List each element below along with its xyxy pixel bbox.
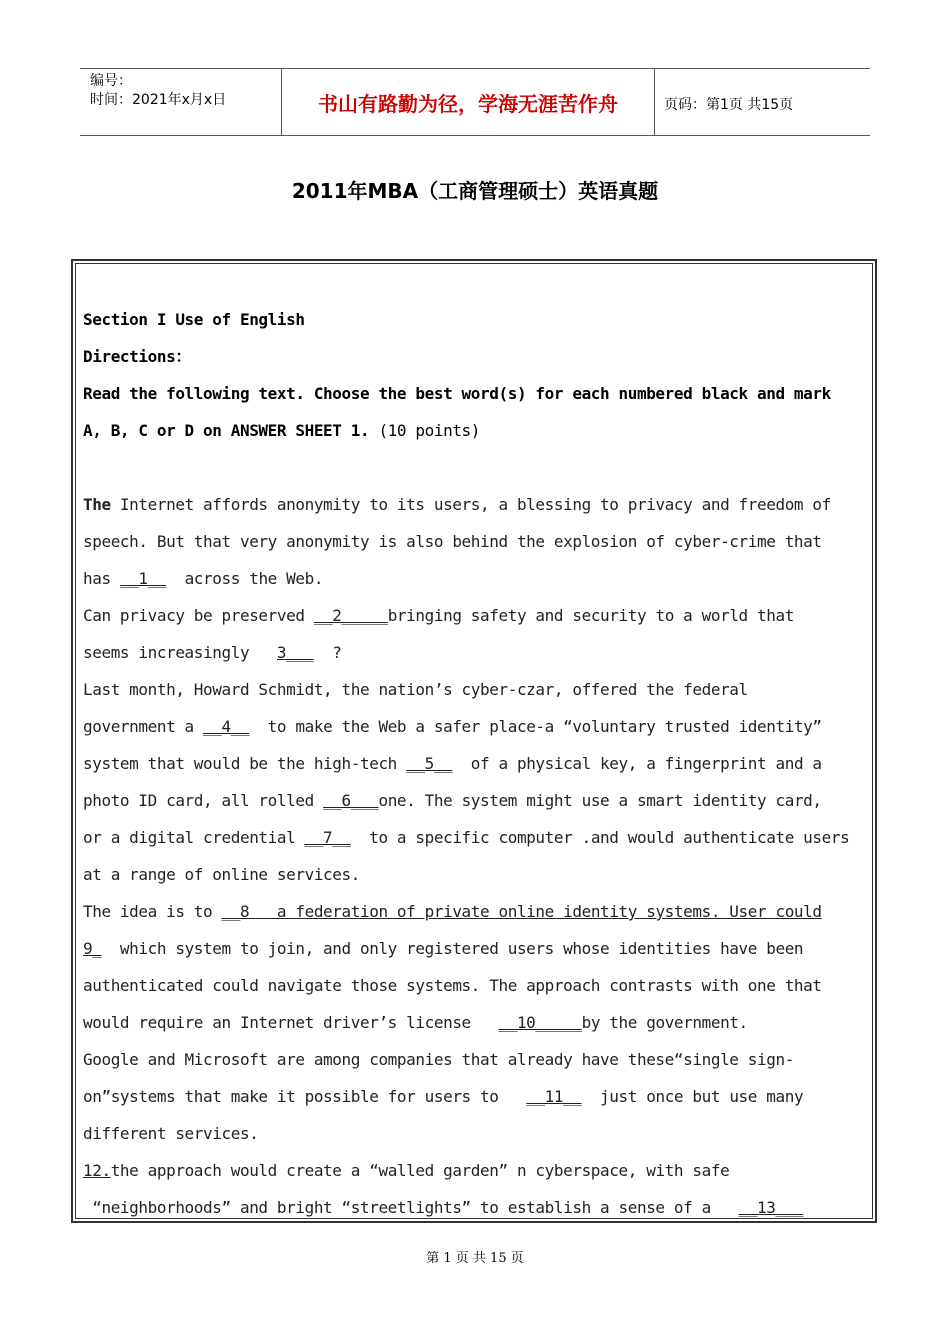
document-title: 2011年MBA（工商管理硕士）英语真题 [291, 179, 659, 203]
passage-text: across the Web. [166, 569, 324, 588]
passage-line [83, 565, 883, 602]
blank-10: __10_____ [498, 1013, 582, 1032]
passage-text: just once but use many [581, 1087, 804, 1106]
passage-line [83, 1157, 883, 1194]
passage-text: to a specific computer .and would authenticate users [350, 828, 850, 847]
passage-line [83, 491, 883, 528]
passage-text: one. The system might use a smart identity card, [378, 791, 822, 810]
blank-3: 3___ [276, 643, 314, 662]
passage-text: the approach would create a “walled garden” n cyberspace, with safe [110, 1161, 730, 1180]
passage-text: Can privacy be preserved [83, 606, 314, 625]
passage-line [83, 639, 883, 676]
directions-text-2: A, B, C or D on ANSWER SHEET 1. [83, 421, 370, 440]
passage-text: “neighborhoods” and bright “streetlights” to establish a sense of a [83, 1198, 739, 1217]
passage-line: Google and Microsoft are among companies that already have these“single sign- [83, 1050, 794, 1069]
passage-text: which system to join, and only registered users whose identities have been [101, 939, 804, 958]
passage-text: Internet affords anonymity to its users, a blessing to privacy and freedom of [110, 495, 831, 514]
passage-text: seems increasingly [83, 643, 277, 662]
passage-text: or a digital credential [83, 828, 305, 847]
header-page-info: 页码：第1页 共15页 [664, 97, 794, 113]
serial-label: 编号： [90, 73, 132, 89]
passage-line: speech. But that very anonymity is also behind the explosion of cyber-crime that [83, 532, 822, 551]
passage-line: different services. [83, 1124, 259, 1143]
passage-text: has [83, 569, 120, 588]
blank-11: __11__ [526, 1087, 582, 1106]
directions-line-2 [83, 417, 883, 454]
passage-text: bringing safety and security to a world that [387, 606, 794, 625]
passage-text: system that would be the high-tech [83, 754, 407, 773]
directions-line-1: Read the following text. Choose the best word(s) for each numbered black and mark [83, 384, 831, 403]
passage-line [83, 824, 883, 861]
passage-line [83, 1083, 883, 1120]
first-word: The [83, 495, 111, 514]
passage-line [83, 935, 883, 972]
blank-5: __5__ [406, 754, 453, 773]
header-motto: 书山有路勤为径，学海无涯苦作舟 [318, 91, 618, 116]
passage-text: by the government. [581, 1013, 748, 1032]
points-text: (10 points) [369, 421, 481, 440]
blank-13: __13___ [738, 1198, 804, 1217]
passage-line [83, 602, 883, 639]
passage-line [83, 750, 883, 787]
passage-line [83, 898, 883, 935]
passage-text: to make the Web a safer place-a “voluntary trusted identity” [249, 717, 822, 736]
directions-label: Directions： [83, 347, 191, 366]
blank-9: 9_ [83, 939, 102, 958]
passage-line [83, 787, 883, 824]
header-divider-2 [654, 68, 655, 136]
passage-line: Last month, Howard Schmidt, the nation’s cyber-czar, offered the federal [83, 680, 748, 699]
blank-4: __4__ [203, 717, 250, 736]
passage-text: ? [313, 643, 342, 662]
exam-content [83, 306, 883, 1231]
page-footer: 第 1 页 共 15 页 [426, 1251, 524, 1266]
passage-line [83, 1194, 883, 1231]
spacer-line [83, 454, 883, 491]
blank-12: 12. [83, 1161, 111, 1180]
passage-line: at a range of online services. [83, 865, 360, 884]
blank-6: __6___ [323, 791, 379, 810]
passage-text: The idea is to [83, 902, 222, 921]
blank-2: __2_____ [313, 606, 388, 625]
passage-text: would require an Internet driver’s license [83, 1013, 499, 1032]
time-label: 时间：2021年x月x日 [90, 92, 227, 108]
blank-7: __7__ [304, 828, 351, 847]
passage-line: authenticated could navigate those systems. The approach contrasts with one that [83, 976, 822, 995]
passage-text: of a physical key, a fingerprint and a [452, 754, 822, 773]
passage-text: government a [83, 717, 204, 736]
blank-1: __1__ [119, 569, 167, 588]
passage-text: on”systems that make it possible for users to [83, 1087, 527, 1106]
section-heading: Section I Use of English [83, 310, 305, 329]
passage-line [83, 1009, 883, 1046]
passage-line [83, 713, 883, 750]
blank-8: __8 a federation of private online identity systems. User could [221, 902, 822, 921]
passage-text: photo ID card, all rolled [83, 791, 324, 810]
header-meta [90, 72, 226, 110]
